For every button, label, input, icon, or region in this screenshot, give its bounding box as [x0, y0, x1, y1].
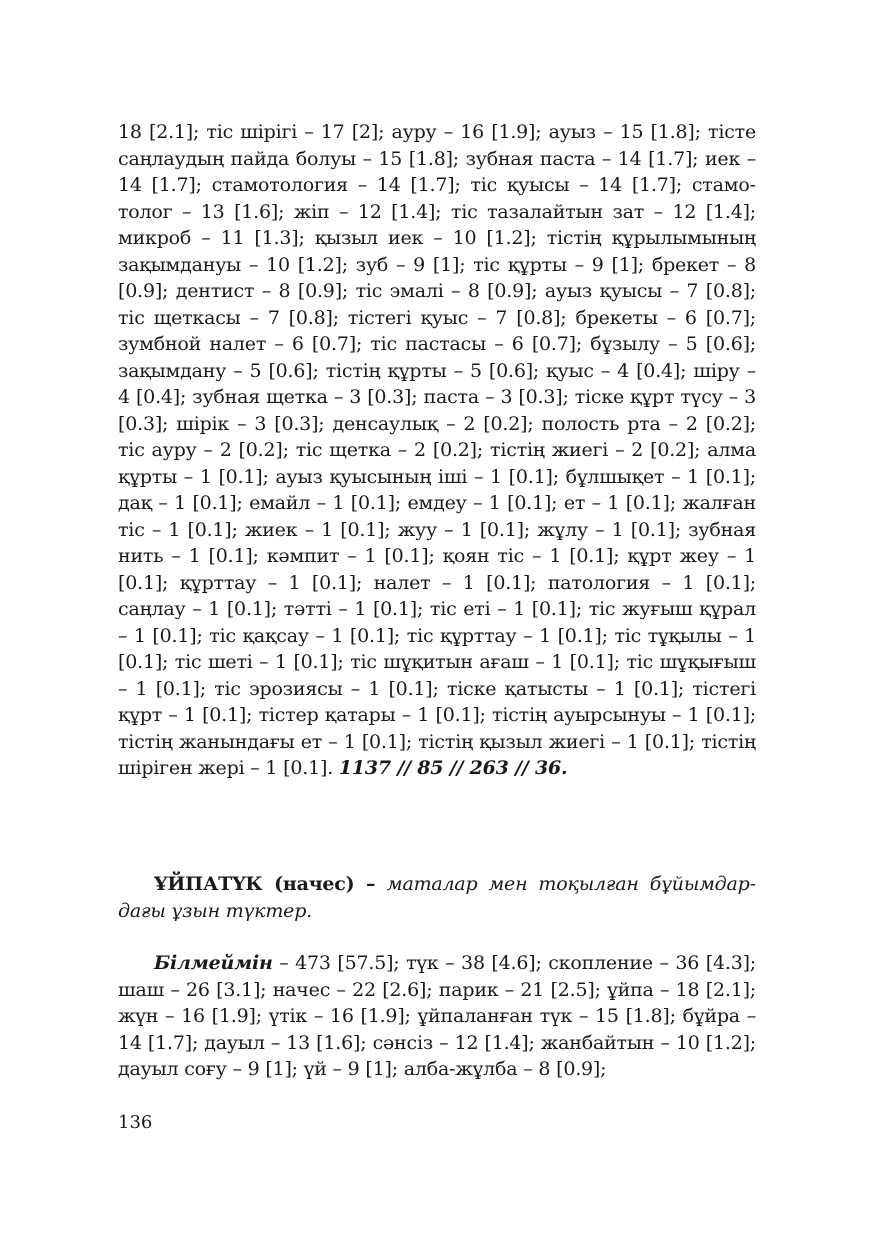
new-entry-answers [118, 950, 756, 1083]
previous-entry-answers [118, 119, 756, 782]
headword: ҰЙПАТҮК (начес) [154, 873, 355, 895]
previous-entry-totals: 1137 // 85 // 263 // 36. [338, 757, 568, 779]
new-entry-answers-paragraph [118, 950, 756, 1083]
previous-entry-answers-text: 18 [2.1]; тіс шірігі – 17 [2]; ауру – 16 [1.9]; ауыз – 15 [1.8]; тісте саңлаудың пайда болуы – 15 [1.8]; зубная паста – 14 [1.7]; иек – 14 [1.7]; стамотология – 14 [1.7]; тіс қуысы – 14 [1.7]; стамотолог – 13 [1.6]; жіп – 12 [1.4]; тіс тазалайтын зат – 12 [1.4]; микроб – 11 [1.3]; қызыл иек – 10 [1.2]; тістің құрылымының зақымдануы – 10 [1.2]; зуб – 9 [1]; тіс құрты – 9 [1]; брекет – 8 [0.9]; дентист – 8 [0.9]; тіс эмалі – 8 [0.9]; ауыз қуысы – 7 [0.8]; тіс щеткасы – 7 [0.8]; тістегі қуыс – 7 [0.8]; брекеты – 6 [0.7]; зумбной налет – 6 [0.7]; тіс пастасы – 6 [0.7]; бұзылу – 5 [0.6]; зақымдану – 5 [0.6]; тістің құрты – 5 [0.6]; қуыс – 4 [0.4]; шіру – 4 [0.4]; зубная щетка – 3 [0.3]; паста – 3 [0.3]; тіске құрт түсу – 3 [0.3]; шірік – 3 [0.3]; денсаулық – 2 [0.2]; полость рта – 2 [0.2]; тіс ауру – 2 [0.2]; тіс щетка – 2 [0.2]; тістің жиегі – 2 [0.2]; алма құрты – 1 [0.1]; ауыз қуысының іші – 1 [0.1]; бұлшықет – 1 [0.1]; дақ – 1 [0.1]; емайл – 1 [0.1]; емдеу – 1 [0.1]; ет – 1 [0.1]; жалған тіс – 1 [0.1]; жиек – 1 [0.1]; жуу – 1 [0.1]; жұлу – 1 [0.1]; зубная нить – 1 [0.1]; кәмпит – 1 [0.1]; қоян тіс – 1 [0.1]; құрт жеу – 1 [0.1]; құрттау – 1 [0.1]; налет – 1 [0.1]; патология – 1 [0.1]; саңлау – 1 [0.1]; тәтті – 1 [0.1]; тіс еті – 1 [0.1]; тіс жуғыш құрал – 1 [0.1]; тіс қақсау – 1 [0.1]; тіс құрттау – 1 [0.1]; тіс тұқылы – 1 [0.1]; тіс шеті – 1 [0.1]; тіс шұқитын ағаш – 1 [0.1]; тіс шұқығыш – 1 [0.1]; тіс эрозиясы – 1 [0.1]; тіске қатысты – 1 [0.1]; тістегі құрт – 1 [0.1]; тістер қатары – 1 [0.1]; тістің ауырсынуы – 1 [0.1]; тістің жанындағы ет – 1 [0.1]; тістің қызыл жиегі – 1 [0.1]; тістің шіріген жері – 1 [0.1]. [118, 121, 756, 779]
page-number: 136 [118, 1112, 153, 1133]
headword-dash: – [354, 873, 387, 895]
new-entry-answers-text: – 473 [57.5]; түк – 38 [4.6]; скопление – 36 [4.3]; шаш – 26 [3.1]; начес – 22 [2.6]; парик – 21 [2.5]; ұйпа – 18 [2.1]; жүн – 16 [1.9]; үтік – 16 [1.9]; ұйпаланған түк – 15 [1.8]; бұйра – 14 [1.7]; дауыл – 13 [1.6]; сәнсіз – 12 [1.4]; жанбайтын – 10 [1.2]; дауыл соғу – 9 [1]; үй – 9 [1]; алба-жұлба – 8 [0.9]; [118, 952, 756, 1080]
previous-entry-paragraph [118, 119, 756, 782]
headword-definition: маталар мен тоқылған бұйымдардағы ұзын түктер. [118, 873, 756, 922]
new-entry-definition-paragraph [118, 871, 756, 924]
answers-label: Білмеймін [154, 952, 273, 974]
new-entry-heading [118, 871, 756, 924]
